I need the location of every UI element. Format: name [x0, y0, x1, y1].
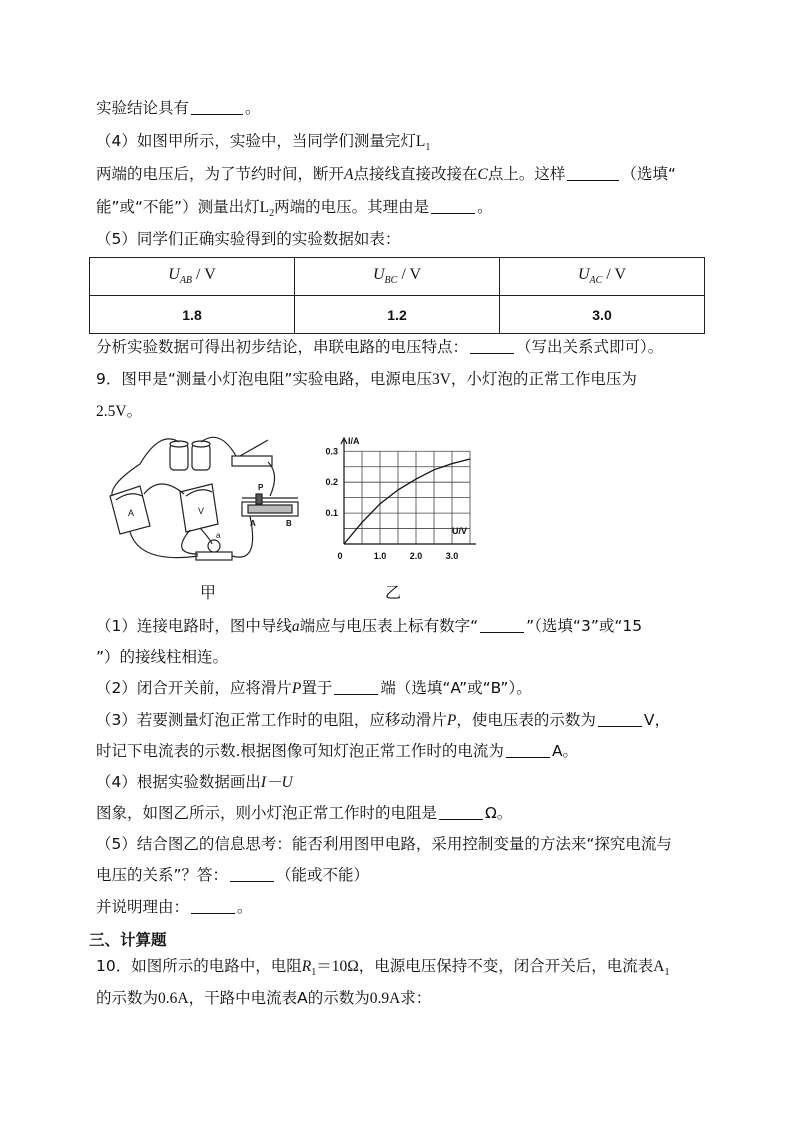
y-axis-label: I/A [348, 436, 360, 446]
y-tick-label: 0.1 [325, 508, 338, 519]
question-4-line-2: 两端的电压后，为了节约时间，断开A点接线直接改接在C点上。这样 （选填“ [96, 165, 676, 183]
origin-label: 0 [337, 551, 343, 561]
x-tick-label: 2.0 [409, 551, 423, 561]
question-4-line-1: （4）如图甲所示，实验中，当同学们测量完灯$L_1$ [96, 132, 431, 154]
data-table [89, 257, 705, 334]
table-header-row [90, 258, 705, 296]
table-cell: 1.8 [90, 296, 295, 334]
answer-blank[interactable] [506, 743, 550, 758]
sub-question-3-line-1: （3）若要测量灯泡正常工作时的电阻，应移动滑片P，使电压表的示数为 V， [96, 711, 670, 729]
sub-question-1-line-2: ”）的接线柱相连。 [96, 648, 229, 666]
rheostat-icon [242, 483, 298, 528]
sub-question-5-line-1: （5）结合图乙的信息思考：能否利用图甲电路，采用控制变量的方法来“探究电流与 [96, 835, 672, 853]
circuit-figure [100, 434, 300, 574]
question-10-line-2: 的示数为0.6A，干路中电流表A的示数为0.9A求： [96, 989, 432, 1007]
sub-question-1-line-1: （1）连接电路时，图中导线a端应与电压表上标有数字“ ”（选填“3”或“15 [96, 617, 643, 635]
y-tick-label: 0.2 [325, 477, 338, 488]
section-heading: 三、计算题 [89, 931, 167, 949]
svg-text:B: B [286, 519, 292, 528]
question-9-line-2: 2.5V。 [96, 402, 143, 420]
question-4-line-3: 能”或“不能”）测量出灯$L_2$两端的电压。其理由是 。 [96, 198, 493, 220]
figure-caption-left: 甲 [200, 583, 217, 602]
sub-question-4-line-2: 图象，如图乙所示，则小灯泡正常工作时的电阻是 Ω。 [96, 804, 513, 822]
svg-text:V: V [198, 506, 205, 516]
question-9-line-1: 9．图甲是“测量小灯泡电阻”实验电路，电源电压3V，小灯泡的正常工作电压为 [96, 370, 637, 388]
answer-blank[interactable] [431, 199, 475, 214]
y-tick-label: 0.3 [325, 446, 338, 457]
answer-blank[interactable] [230, 867, 274, 882]
answer-blank[interactable] [567, 166, 619, 181]
switch-icon [232, 440, 272, 466]
sub-question-3-line-2: 时记下电流表的示数.根据图像可知灯泡正常工作时的电流为 A。 [96, 742, 579, 760]
question-5-line-1: （5）同学们正确实验得到的实验数据如表： [96, 230, 401, 248]
svg-text:P: P [258, 483, 264, 492]
battery-icon [170, 441, 210, 470]
sub-question-5-line-2: 电压的关系”？答： （能或不能） [96, 866, 370, 884]
table-header-cell: $U_{AB}$ / V [90, 258, 295, 296]
question-10-line-1: 10．如图所示的电路中，电阻$R_1=10\Omega$，电源电压保持不变，闭合开关后，电流表$A_1$ [96, 957, 670, 979]
chart-tick-labels [325, 436, 467, 561]
answer-blank[interactable] [598, 712, 642, 727]
answer-blank[interactable] [439, 805, 483, 820]
table-header-cell: $U_{AC}$ / V [500, 258, 705, 296]
text-line: 实验结论具有 。 [96, 99, 261, 117]
sub-question-4-line-1: （4）根据实验数据画出I－U [96, 773, 293, 791]
voltmeter-icon [180, 484, 218, 532]
x-axis-label: U/V [452, 526, 468, 536]
lamp-icon [196, 540, 232, 560]
svg-text:a: a [216, 531, 221, 540]
sub-question-2: （2）闭合开关前，应将滑片P置于 端（选填“A”或“B”）。 [96, 679, 532, 697]
svg-text:A: A [250, 519, 256, 528]
table-row [90, 296, 705, 334]
answer-blank[interactable] [191, 100, 243, 115]
sub-question-5-line-3: 并说明理由： 。 [96, 898, 253, 916]
answer-blank[interactable] [470, 339, 514, 354]
figure-caption-right: 乙 [385, 583, 402, 602]
answer-blank[interactable] [480, 618, 524, 633]
answer-blank[interactable] [191, 899, 235, 914]
table-header-cell: $U_{BC}$ / V [295, 258, 500, 296]
table-cell: 3.0 [500, 296, 705, 334]
x-tick-label: 3.0 [445, 551, 459, 561]
x-tick-label: 1.0 [373, 551, 387, 561]
table-cell: 1.2 [295, 296, 500, 334]
answer-blank[interactable] [334, 680, 378, 695]
svg-text:A: A [128, 508, 135, 518]
iu-chart [318, 436, 480, 566]
question-5-line-2: 分析实验数据可得出初步结论，串联电路的电压特点： （写出关系式即可）。 [96, 338, 664, 356]
